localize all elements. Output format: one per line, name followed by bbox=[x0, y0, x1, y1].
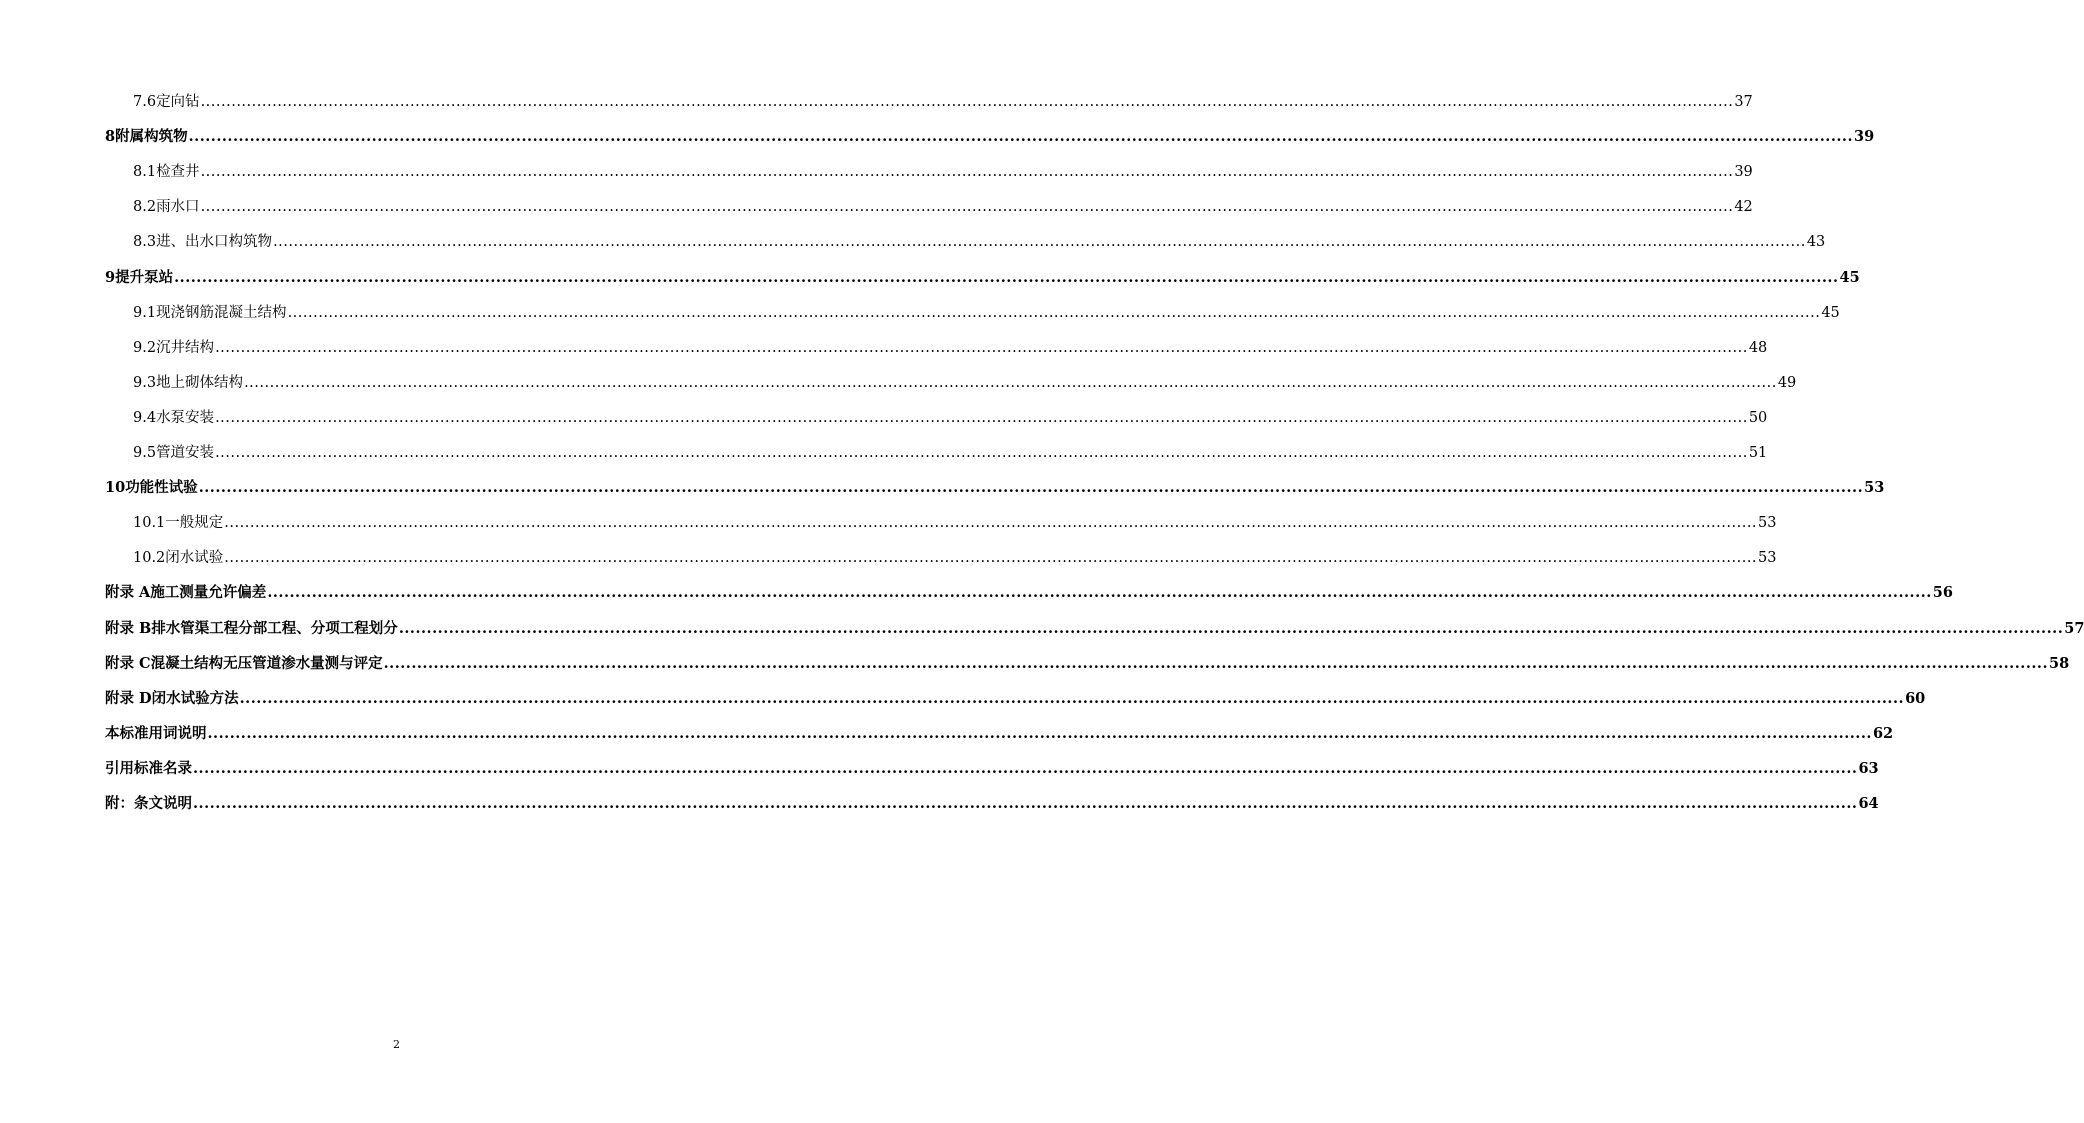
toc-entry-number: 8.2 bbox=[133, 199, 157, 216]
toc-entry[interactable] bbox=[0, 229, 1826, 251]
toc-leader-dots: ............................................................................................................................................................................................................................................................................................................ bbox=[215, 445, 1748, 461]
toc-entry-title: 地上砌体结构 bbox=[156, 374, 244, 391]
toc-entry[interactable] bbox=[0, 791, 1879, 813]
toc-entry-page: 58 bbox=[2049, 654, 2070, 672]
toc-leader-dots: ............................................................................................................................................................................................................................................................................................................ bbox=[215, 339, 1748, 356]
toc-entry-number: 8 bbox=[105, 128, 116, 146]
toc-entry-page: 62 bbox=[1872, 724, 1894, 742]
toc-entry-title: 附：条文说明 bbox=[105, 795, 192, 812]
toc-entry[interactable] bbox=[0, 335, 1768, 357]
toc-entry-number: 9.2 bbox=[133, 339, 157, 356]
toc-entry-title: 引用标准名录 bbox=[105, 759, 192, 777]
toc-leader-dots: ............................................................................................................................................................................................................................................................................................................ bbox=[200, 94, 1734, 110]
toc-leader-dots: ............................................................................................................................................................................................................................................................................................................ bbox=[244, 374, 1777, 391]
toc-entry-title: 本标准用词说明 bbox=[105, 724, 207, 742]
toc-entry-title: 提升泵站 bbox=[115, 268, 174, 286]
toc-entry-page: 63 bbox=[1858, 759, 1879, 777]
toc-entry-page: 49 bbox=[1777, 374, 1797, 391]
toc-entry-title: 管道安装 bbox=[156, 445, 215, 461]
toc-entry-page: 39 bbox=[1734, 164, 1753, 181]
toc-entry-title: 沉井结构 bbox=[156, 339, 215, 356]
toc-leader-dots: ............................................................................................................................................................................................................................................................................................................ bbox=[207, 724, 1872, 742]
toc-entry-number: 附录 C bbox=[105, 654, 151, 672]
toc-entry[interactable] bbox=[0, 159, 1753, 181]
toc-entry[interactable] bbox=[0, 440, 1768, 462]
toc-entry-number: 9 bbox=[105, 268, 116, 286]
toc-entry[interactable] bbox=[0, 686, 1926, 708]
toc-entry-page: 45 bbox=[1839, 268, 1860, 286]
page-number: 2 bbox=[393, 1038, 400, 1051]
toc-entry-title: 检查井 bbox=[156, 164, 200, 181]
toc-entry[interactable] bbox=[0, 124, 1875, 146]
toc-entry-title: 功能性试验 bbox=[125, 479, 198, 497]
toc-entry-number: 9.5 bbox=[133, 445, 157, 461]
toc-entry-number: 8.1 bbox=[133, 164, 157, 181]
toc-entry[interactable] bbox=[0, 370, 1797, 392]
toc-leader-dots: ............................................................................................................................................................................................................................................................................................................ bbox=[224, 550, 1758, 567]
toc-leader-dots: ............................................................................................................................................................................................................................................................................................................ bbox=[174, 268, 1839, 286]
toc-entry[interactable] bbox=[0, 89, 1753, 111]
toc-entry[interactable] bbox=[0, 545, 1777, 567]
toc-leader-dots: ............................................................................................................................................................................................................................................................................................................ bbox=[273, 234, 1806, 251]
toc-entry-number: 10.1 bbox=[133, 515, 166, 532]
toc-entry[interactable] bbox=[0, 651, 2070, 673]
toc-entry-number: 7.6 bbox=[133, 94, 157, 110]
toc-entry-title: 排水管渠工程分部工程、分项工程划分 bbox=[151, 619, 398, 637]
toc-entry-page: 42 bbox=[1734, 199, 1753, 216]
toc-leader-dots: ............................................................................................................................................................................................................................................................................................................ bbox=[193, 795, 1858, 812]
toc-entry-title: 进、出水口构筑物 bbox=[156, 234, 273, 251]
toc-leader-dots: ............................................................................................................................................................................................................................................................................................................ bbox=[287, 304, 1821, 321]
toc-entry-number: 附录 D bbox=[105, 689, 152, 707]
toc-entry-title: 施工测量允许偏差 bbox=[150, 584, 267, 602]
toc-leader-dots: ............................................................................................................................................................................................................................................................................................................ bbox=[398, 619, 2064, 637]
toc-entry-title: 闭水试验方法 bbox=[151, 689, 239, 707]
toc-entry-page: 50 bbox=[1748, 409, 1768, 426]
toc-entry-number: 10.2 bbox=[133, 550, 166, 567]
toc-entry-page: 39 bbox=[1854, 128, 1875, 146]
toc-entry[interactable] bbox=[0, 756, 1879, 778]
toc-entry-page: 53 bbox=[1758, 550, 1777, 567]
toc-leader-dots: ............................................................................................................................................................................................................................................................................................................ bbox=[224, 515, 1758, 532]
toc-entry-title: 定向钻 bbox=[156, 94, 200, 110]
toc-entry-page: 57 bbox=[2064, 619, 2084, 637]
toc-entry-title: 附属构筑物 bbox=[115, 128, 188, 146]
toc-leader-dots: ............................................................................................................................................................................................................................................................................................................ bbox=[200, 164, 1734, 181]
toc-leader-dots: ............................................................................................................................................................................................................................................................................................................ bbox=[215, 409, 1748, 426]
toc-entry[interactable] bbox=[0, 721, 1894, 743]
toc-entry[interactable] bbox=[0, 510, 1777, 532]
toc-entry-title: 一般规定 bbox=[165, 515, 224, 532]
toc-entry-page: 60 bbox=[1905, 689, 1926, 707]
toc-entry-title: 现浇钢筋混凝土结构 bbox=[156, 304, 287, 321]
toc-entry-page: 37 bbox=[1734, 94, 1753, 110]
toc-entry[interactable] bbox=[0, 194, 1753, 216]
toc-leader-dots: ............................................................................................................................................................................................................................................................................................................ bbox=[188, 128, 1854, 146]
toc-entry-number: 10 bbox=[105, 479, 126, 497]
toc-entry[interactable] bbox=[0, 265, 1860, 287]
toc-entry-number: 附录 A bbox=[105, 584, 151, 602]
toc-entry-page: 51 bbox=[1748, 445, 1768, 461]
toc-entry-page: 45 bbox=[1821, 304, 1840, 321]
toc-entry-number: 附录 B bbox=[105, 619, 152, 637]
toc-entry-page: 43 bbox=[1806, 234, 1826, 251]
toc-entry[interactable] bbox=[0, 580, 1953, 602]
toc-leader-dots: ............................................................................................................................................................................................................................................................................................................ bbox=[198, 479, 1864, 497]
toc-leader-dots: ............................................................................................................................................................................................................................................................................................................ bbox=[267, 584, 1932, 602]
toc-leader-dots: ............................................................................................................................................................................................................................................................................................................ bbox=[239, 689, 1905, 707]
toc-entry[interactable] bbox=[0, 475, 1885, 497]
toc-entry-page: 48 bbox=[1748, 339, 1768, 356]
toc-entry-page: 64 bbox=[1858, 795, 1879, 812]
toc-entry[interactable] bbox=[0, 616, 2084, 638]
toc-entry-number: 9.3 bbox=[133, 374, 157, 391]
toc-leader-dots: ............................................................................................................................................................................................................................................................................................................ bbox=[200, 199, 1734, 216]
toc-entry-title: 水泵安装 bbox=[156, 409, 215, 426]
toc-entry-number: 8.3 bbox=[133, 234, 157, 251]
toc-entry-page: 56 bbox=[1932, 584, 1953, 602]
toc-entry-title: 混凝土结构无压管道渗水量测与评定 bbox=[150, 654, 383, 672]
toc-entry-page: 53 bbox=[1758, 515, 1777, 532]
toc-entry-number: 9.4 bbox=[133, 409, 157, 426]
toc-leader-dots: ............................................................................................................................................................................................................................................................................................................ bbox=[383, 654, 2049, 672]
toc-entry[interactable] bbox=[0, 300, 1840, 322]
toc-entry-title: 雨水口 bbox=[156, 199, 200, 216]
toc-entry[interactable] bbox=[0, 405, 1768, 427]
toc-entry-title: 闭水试验 bbox=[165, 550, 224, 567]
toc-entry-number: 9.1 bbox=[133, 304, 157, 321]
toc-entry-page: 53 bbox=[1864, 479, 1885, 497]
toc-leader-dots: ............................................................................................................................................................................................................................................................................................................ bbox=[193, 759, 1858, 777]
